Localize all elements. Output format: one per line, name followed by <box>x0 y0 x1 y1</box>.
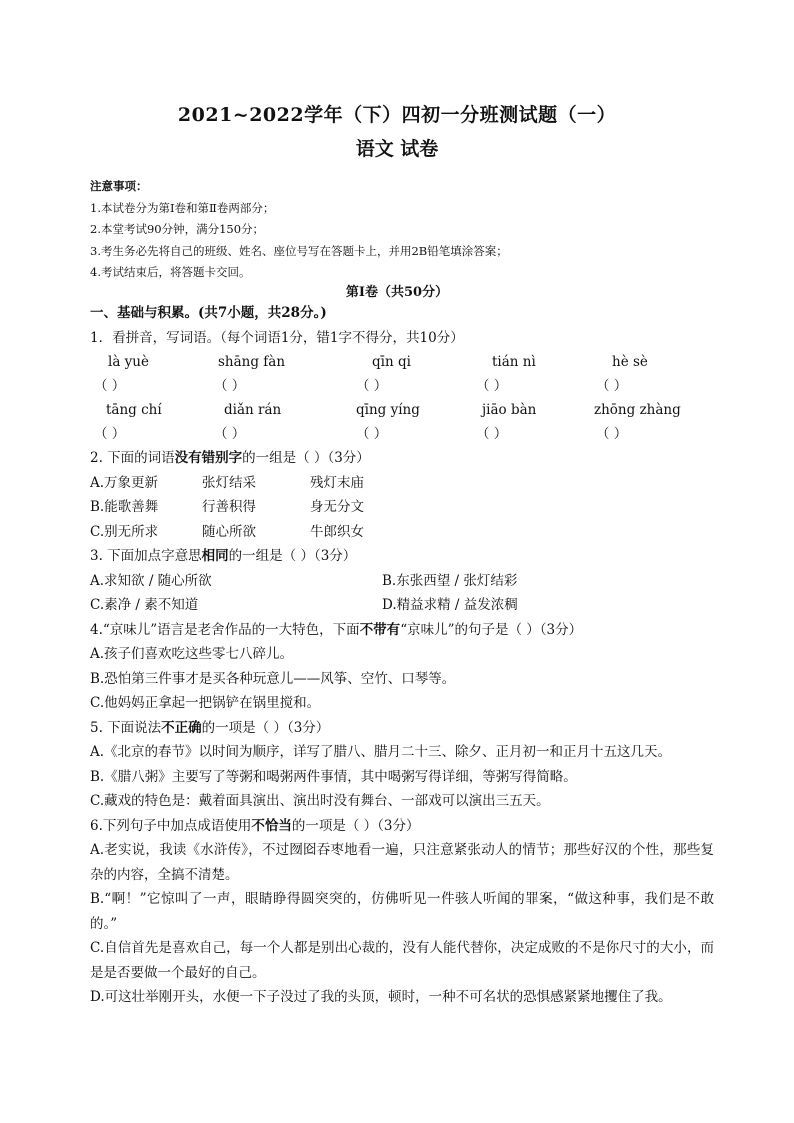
q6-option-c[interactable]: C.自信首先是喜欢自己，每一个人都是别出心裁的，没有人能代替你，决定成败的不是你尺寸的大小，而是是否要做一个最好的自己。 <box>90 940 714 981</box>
answer-blank[interactable]: （ ） <box>94 426 126 442</box>
pinyin-item: jiāo bàn <box>482 402 537 418</box>
stem-text: 的一项是（ ）（3分） <box>201 719 330 736</box>
q4-option-a[interactable]: A.孩子们喜欢吃这些零七八碎儿。 <box>90 646 294 662</box>
notes-heading: 注意事项： <box>90 179 148 193</box>
option-word: 残灯末庙 <box>310 474 364 491</box>
stem-emphasis: 不正确 <box>161 719 202 736</box>
q6-stem <box>90 814 714 839</box>
answer-blank[interactable]: （ ） <box>94 378 126 394</box>
stem-text: 的一组是（ ）（3分） <box>242 450 370 466</box>
q3-option-a[interactable]: A.求知欲 / 随心所欲 <box>90 572 212 589</box>
q4-option-b[interactable]: B.恐怕第三件事才是买各种玩意儿——风筝、空竹、口琴等。 <box>90 670 456 687</box>
answer-blank[interactable]: （ ） <box>214 378 246 394</box>
note-item: 2.本堂考试90分钟，满分150分； <box>90 222 265 236</box>
pinyin-item: diǎn rán <box>224 402 282 418</box>
option-word: 身无分文 <box>310 499 364 515</box>
note-item: 1.本试卷分为第Ⅰ卷和第Ⅱ卷两部分； <box>90 200 275 215</box>
answer-blank[interactable]: （ ） <box>356 426 388 442</box>
stem-text: 的一组是（ ）（3分） <box>228 548 357 564</box>
q6-option-d[interactable]: D.可这壮举刚开头，水便一下子没过了我的头顶，顿时，一种不可名状的恐惧感紧紧地攫住了我。 <box>90 989 672 1005</box>
pinyin-row-1 <box>90 350 714 374</box>
stem-text: 5. 下面说法 <box>90 719 162 736</box>
questions-body <box>90 301 714 1010</box>
q4-stem <box>90 618 714 643</box>
stem-text: 4.“京味儿”语言是老舍作品的一大特色，下面 <box>90 621 360 638</box>
q5-stem <box>90 716 714 741</box>
q2-option-a[interactable] <box>90 471 714 496</box>
pinyin-item: qīn qi <box>372 354 411 370</box>
q5-option-c[interactable]: C.藏戏的特色是：戴着面具演出、演出时没有舞台、一部戏可以演出三五天。 <box>90 793 550 809</box>
q2-option-b[interactable] <box>90 495 714 520</box>
q3-options-row-2 <box>90 593 714 618</box>
note-item: 4.考试结束后，将答题卡交回。 <box>90 265 251 279</box>
notes-block <box>90 176 508 284</box>
pinyin-item: là yuè <box>108 354 149 370</box>
answer-blank[interactable]: （ ） <box>356 378 388 394</box>
stem-text: 2. 下面的词语 <box>90 450 175 466</box>
option-word: 随心所欲 <box>202 523 256 540</box>
exam-subtitle: 语文 试卷 <box>355 138 439 160</box>
q3-option-d[interactable]: D.精益求精 / 益发浓稠 <box>382 597 518 613</box>
q5-option-a[interactable]: A.《北京的春节》以时间为顺序，详写了腊八、腊月二十三、除夕、正月初一和正月十五这几天。 <box>90 744 672 760</box>
pinyin-item: tāng chí <box>106 402 162 418</box>
q5-option-b[interactable]: B.《腊八粥》主要写了等粥和喝粥两件事情，其中喝粥写得详细，等粥写得简略。 <box>90 768 577 785</box>
q2-stem <box>90 446 714 471</box>
pinyin-item: shāng fàn <box>218 354 286 370</box>
option-word: 张灯结采 <box>202 474 256 491</box>
stem-text: 的一项是（ ）（3分） <box>291 817 420 834</box>
stem-emphasis: 相同 <box>201 548 229 564</box>
option-word: C.别无所求 <box>90 523 159 540</box>
pinyin-item: hè sè <box>612 354 648 370</box>
pinyin-item: tián nì <box>492 354 536 370</box>
option-word: 牛郎织女 <box>310 523 364 540</box>
stem-text: 3. 下面加点字意思 <box>90 548 202 564</box>
pinyin-item: zhōng zhàng <box>594 402 681 418</box>
stem-text: 6.下列句子中加点成语使用 <box>90 817 252 834</box>
stem-emphasis: 不恰当 <box>251 817 292 834</box>
q3-option-b[interactable]: B.东张西望 / 张灯结彩 <box>382 572 518 589</box>
q3-options-row-1 <box>90 569 714 594</box>
q4-option-c[interactable]: C.他妈妈正拿起一把锅铲在锅里搅和。 <box>90 695 321 711</box>
option-word: B.能歌善舞 <box>90 499 159 515</box>
q3-stem <box>90 544 714 569</box>
answer-blank-row-1 <box>90 374 714 398</box>
q2-option-c[interactable] <box>90 520 714 545</box>
q1-stem: 1．看拼音，写词语。（每个词语1分，错1字不得分，共10分） <box>90 329 464 346</box>
answer-blank[interactable]: （ ） <box>596 426 628 442</box>
section-title: 第Ⅰ卷（共50分） <box>345 285 449 300</box>
q3-option-c[interactable]: C.素净 / 素不知道 <box>90 597 199 613</box>
answer-blank[interactable]: （ ） <box>476 426 508 442</box>
answer-blank-row-2 <box>90 422 714 446</box>
answer-blank[interactable]: （ ） <box>596 378 628 394</box>
stem-emphasis: 没有错别字 <box>174 450 243 466</box>
q6-option-a[interactable]: A.老实说，我读《水浒传》，不过囫囵吞枣地看一遍，只注意紧张动人的情节；那些好汉的个性，那些复杂的内容，全搞不清楚。 <box>90 842 714 883</box>
stem-text: “京味儿”的句子是（ ）（3分） <box>400 621 583 638</box>
answer-blank[interactable]: （ ） <box>476 378 508 394</box>
note-item: 3.考生务必先将自己的班级、姓名、座位号写在答题卡上，并用2B铅笔填涂答案； <box>90 243 508 258</box>
pinyin-item: qīng yíng <box>356 402 420 418</box>
answer-blank[interactable]: （ ） <box>214 426 246 442</box>
exam-title: 2021~2022学年（下）四初一分班测试题（一） <box>177 104 617 126</box>
option-word: A.万象更新 <box>90 474 159 491</box>
part-heading: 一、基础与积累。(共7小题，共28分。) <box>90 305 327 321</box>
pinyin-row-2 <box>90 398 714 422</box>
stem-emphasis: 不带有 <box>359 621 401 638</box>
q6-option-b[interactable]: B.“啊！”它惊叫了一声，眼睛睁得圆突突的，仿佛听见一件骇人听闻的罪案，“做这种事，我们是不敢的。” <box>90 891 714 932</box>
option-word: 行善积得 <box>202 499 256 515</box>
